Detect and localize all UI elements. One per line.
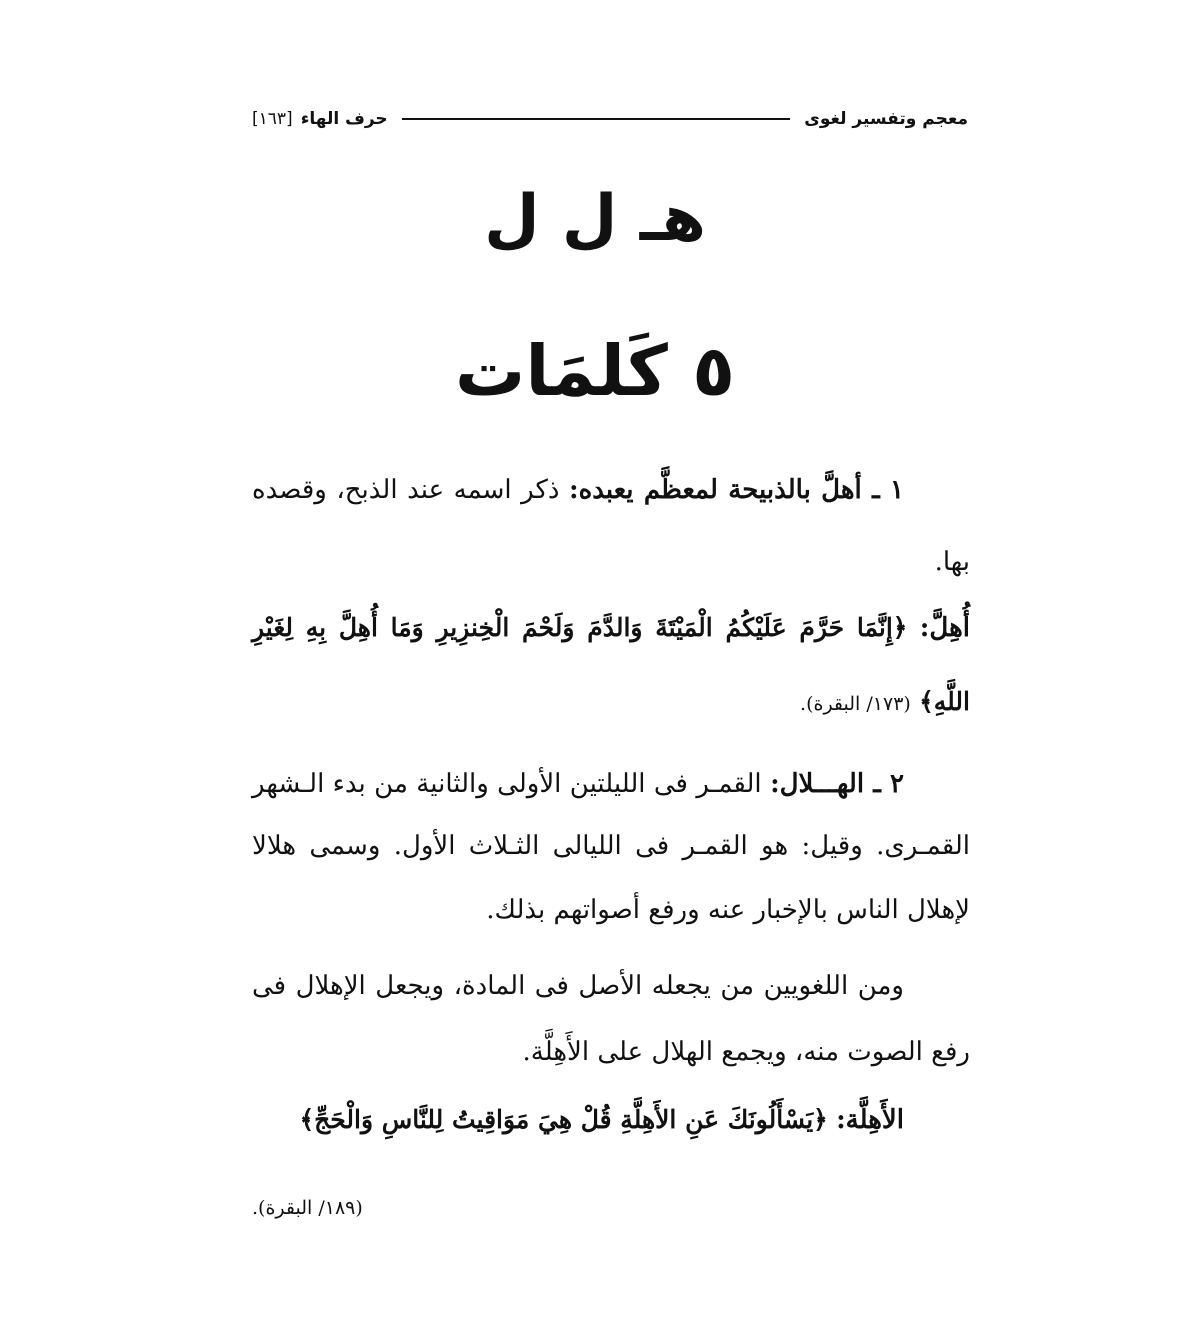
entry-2-quote-line <box>252 1100 970 1140</box>
entry-1-quote: ﴿إِنَّمَا حَرَّمَ عَلَيْكُمُ الْمَيْتَةَ وَالدَّمَ وَلَحْمَ الْخِنزِيرِ وَمَا أُهِلَّ بِهِ لِغَيْرِ <box>252 613 908 642</box>
header-rule <box>402 118 791 120</box>
entry-2-note-line-2: رفع الصوت منه، ويجمع الهلال على الأَهِلَّة. <box>522 1037 970 1067</box>
chapter-title: حرف الهاء <box>300 109 388 129</box>
entry-2-reference: (١٨٩/ البقرة). <box>252 1197 363 1219</box>
entry-1-quote-line-1 <box>252 608 970 648</box>
entry-2-definition: القمـر فى الليلتين الأولى والثانية من بدء الـشهر <box>252 769 762 799</box>
entry-2-form: الأَهِلَّة: <box>836 1105 904 1135</box>
running-header <box>252 104 968 134</box>
entry-1-quote-end: اللَّهِ﴾ <box>919 687 970 716</box>
entry-2-term: ٢ ـ الهـــلال: <box>770 769 904 799</box>
page-number: [١٦٣] <box>252 109 293 129</box>
entry-2-line-3: لإهلال الناس بالإخبار عنه ورفع أصواتهم بذلك. <box>486 895 970 925</box>
entry-2-quote: ﴿يَسْأَلُونَكَ عَنِ الأَهِلَّةِ قُلْ هِيَ مَوَاقِيتُ لِلنَّاسِ وَالْحَجِّ﴾ <box>299 1105 828 1134</box>
entry-1-reference: (١٧٣/ البقرة). <box>800 693 911 715</box>
entry-1-line-2: بها. <box>934 547 970 577</box>
root-heading: هـ ل ل <box>484 182 706 256</box>
entry-1-line-1 <box>252 470 970 510</box>
entry-2-reference-line <box>252 1186 452 1228</box>
entry-2-line-2: القمـرى. وقيل: هو القمـر فى الليالى الثـلاث الأول. وسمى هلالا <box>252 831 970 861</box>
entry-1-form: أُهِلَّ: <box>919 613 971 643</box>
entry-2-line-1 <box>252 764 970 804</box>
book-title: معجم وتفسير لغوى <box>804 109 968 129</box>
entry-1-term: ١ ـ أهلَّ بالذبيحة لمعظَّم يعبده: <box>569 475 904 505</box>
entry-2-note-line-1: ومن اللغويين من يجعله الأصل فى المادة، ويجعل الإهلال فى <box>252 971 904 1001</box>
word-count-heading: ٥ كَلمَات <box>455 330 735 412</box>
entry-1-definition: ذكر اسمه عند الذبح، وقصده <box>252 475 560 505</box>
entry-1-quote-line-2 <box>252 682 970 724</box>
